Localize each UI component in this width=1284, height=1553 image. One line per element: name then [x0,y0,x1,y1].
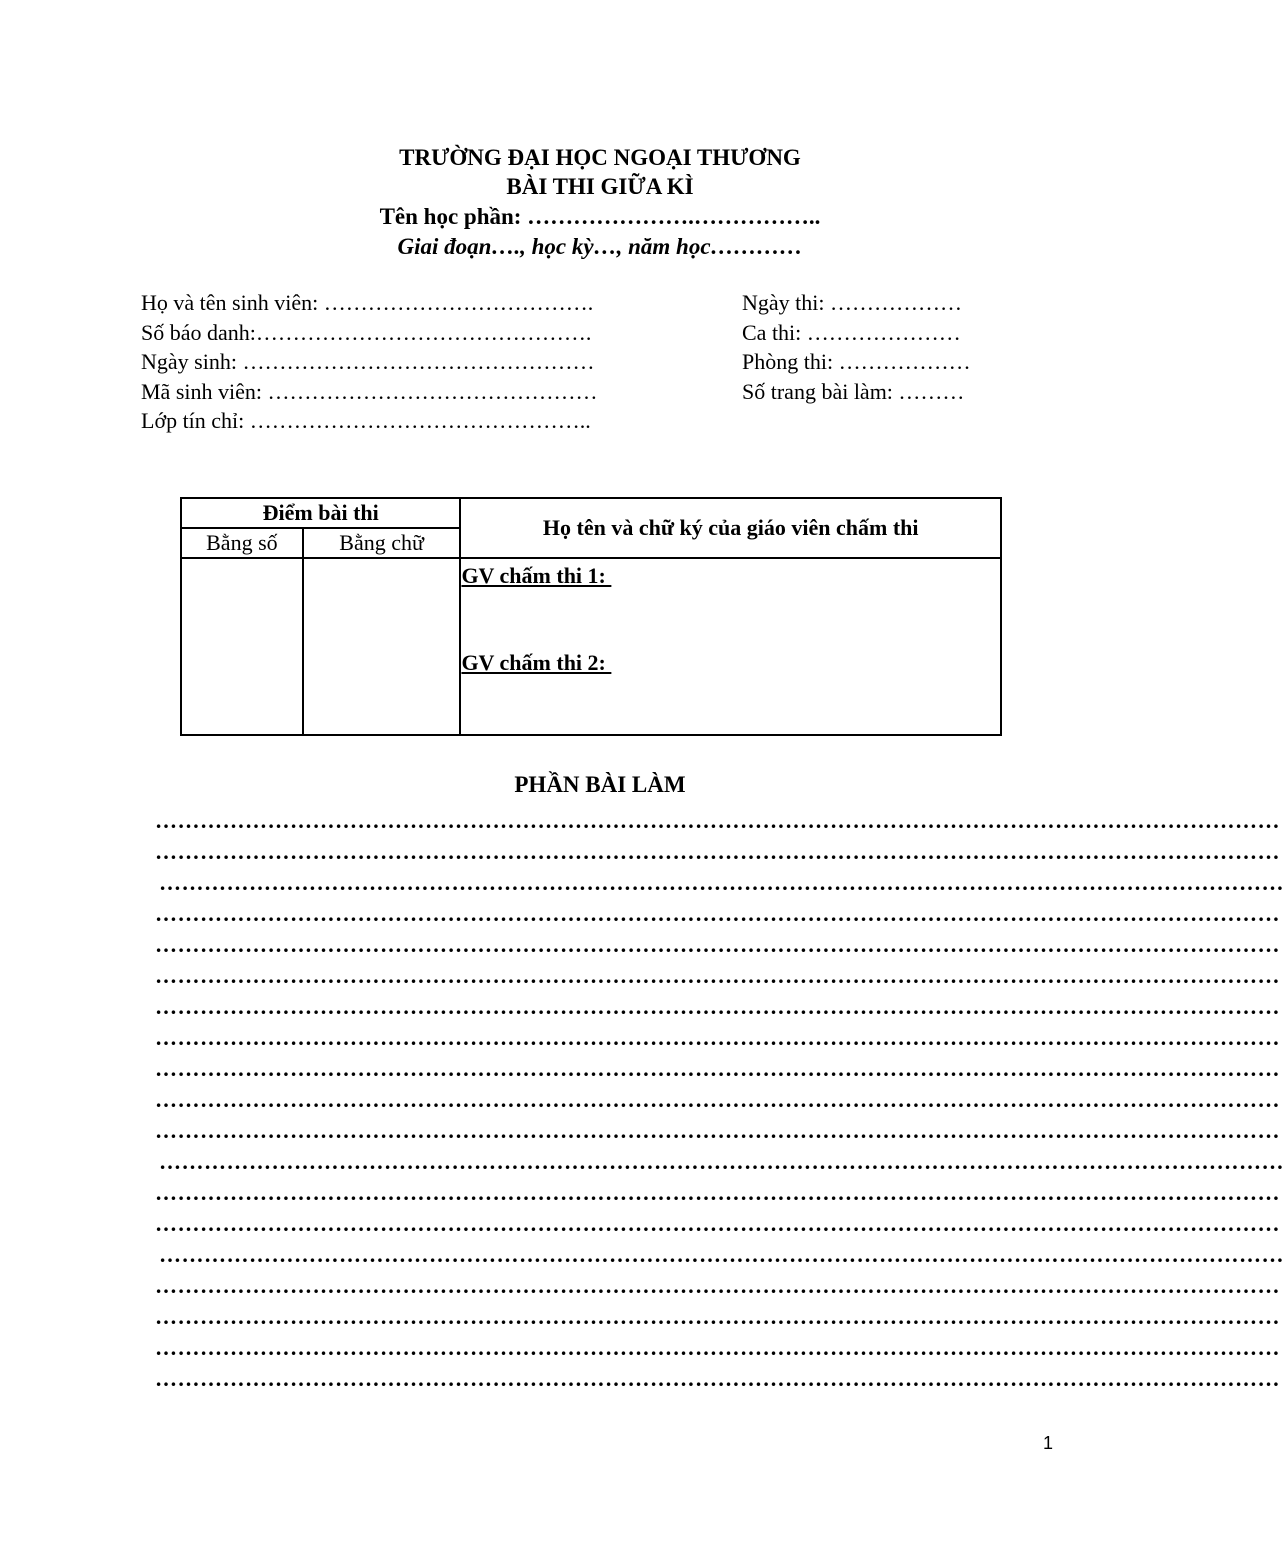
score-number-cell[interactable] [181,558,303,735]
school-name: TRƯỜNG ĐẠI HỌC NGOẠI THƯƠNG [399,145,801,170]
by-number-header: Bằng số [181,528,303,558]
answer-line[interactable]: …………………………………………………………………………………………………………………………………… [155,1180,1280,1205]
score-words-cell[interactable] [303,558,461,735]
student-id-field[interactable]: Mã sinh viên: ……………………………………… [141,378,598,404]
score-header: Điểm bài thi [181,498,460,528]
answer-line[interactable]: …………………………………………………………………………………………………………………………………… [159,1149,1284,1174]
grader-2-label: GV chấm thi 2: [461,650,612,675]
answer-line[interactable]: …………………………………………………………………………………………………………………………………… [155,1304,1280,1329]
answer-line[interactable]: …………………………………………………………………………………………………………………………………… [155,839,1280,864]
answer-line[interactable]: …………………………………………………………………………………………………………………………………… [155,1118,1280,1143]
answer-lines[interactable] [155,805,1284,1394]
answer-line[interactable]: …………………………………………………………………………………………………………………………………… [159,870,1284,895]
answer-line[interactable]: …………………………………………………………………………………………………………………………………… [155,1056,1280,1081]
grader-cell[interactable] [460,558,1001,735]
answer-line[interactable]: …………………………………………………………………………………………………………………………………… [155,1087,1280,1112]
answer-line[interactable]: …………………………………………………………………………………………………………………………………… [155,901,1280,926]
grader-1-label: GV chấm thi 1: [461,563,612,588]
student-info [141,288,598,436]
answer-line[interactable]: …………………………………………………………………………………………………………………………………… [155,963,1280,988]
answer-line[interactable]: …………………………………………………………………………………………………………………………………… [155,994,1280,1019]
answer-line[interactable]: …………………………………………………………………………………………………………………………………… [155,1273,1280,1298]
answer-line[interactable]: …………………………………………………………………………………………………………………………………… [155,1335,1280,1360]
teacher-header: Họ tên và chữ ký của giáo viên chấm thi [460,498,1001,558]
page-number: 1 [1043,1433,1054,1453]
credit-class-field[interactable]: Lớp tín chỉ: ……………………………………….. [141,408,591,433]
course-name-line: Tên học phần: ………………….…………….. [379,204,821,229]
exam-room-field[interactable]: Phòng thi: ……………… [742,349,971,374]
exam-info [742,288,971,406]
exam-title: BÀI THI GIỮA KÌ [506,174,694,199]
answer-line[interactable]: …………………………………………………………………………………………………………………………………… [155,1366,1280,1391]
student-name-field[interactable]: Họ và tên sinh viên: ………………………………. [141,290,594,315]
answer-line[interactable]: …………………………………………………………………………………………………………………………………… [155,808,1280,833]
period-line: Giai đoạn…., học kỳ…, năm học………… [397,234,803,259]
answer-line[interactable]: …………………………………………………………………………………………………………………………………… [159,1242,1284,1267]
grade-table [180,497,1002,736]
exam-date-field[interactable]: Ngày thi: ……………… [742,290,962,315]
candidate-number-field[interactable]: Số báo danh:………………………………………. [141,319,592,345]
answer-pages-field[interactable]: Số trang bài làm: ……… [742,378,965,404]
by-words-header: Bằng chữ [303,528,461,558]
answer-line[interactable]: …………………………………………………………………………………………………………………………………… [155,1025,1280,1050]
date-of-birth-field[interactable]: Ngày sinh: ………………………………………… [141,349,595,374]
answer-line[interactable]: …………………………………………………………………………………………………………………………………… [155,932,1280,957]
answer-section-title: PHẦN BÀI LÀM [514,772,686,797]
exam-shift-field[interactable]: Ca thi: ………………… [742,319,961,345]
answer-line[interactable]: …………………………………………………………………………………………………………………………………… [155,1211,1280,1236]
